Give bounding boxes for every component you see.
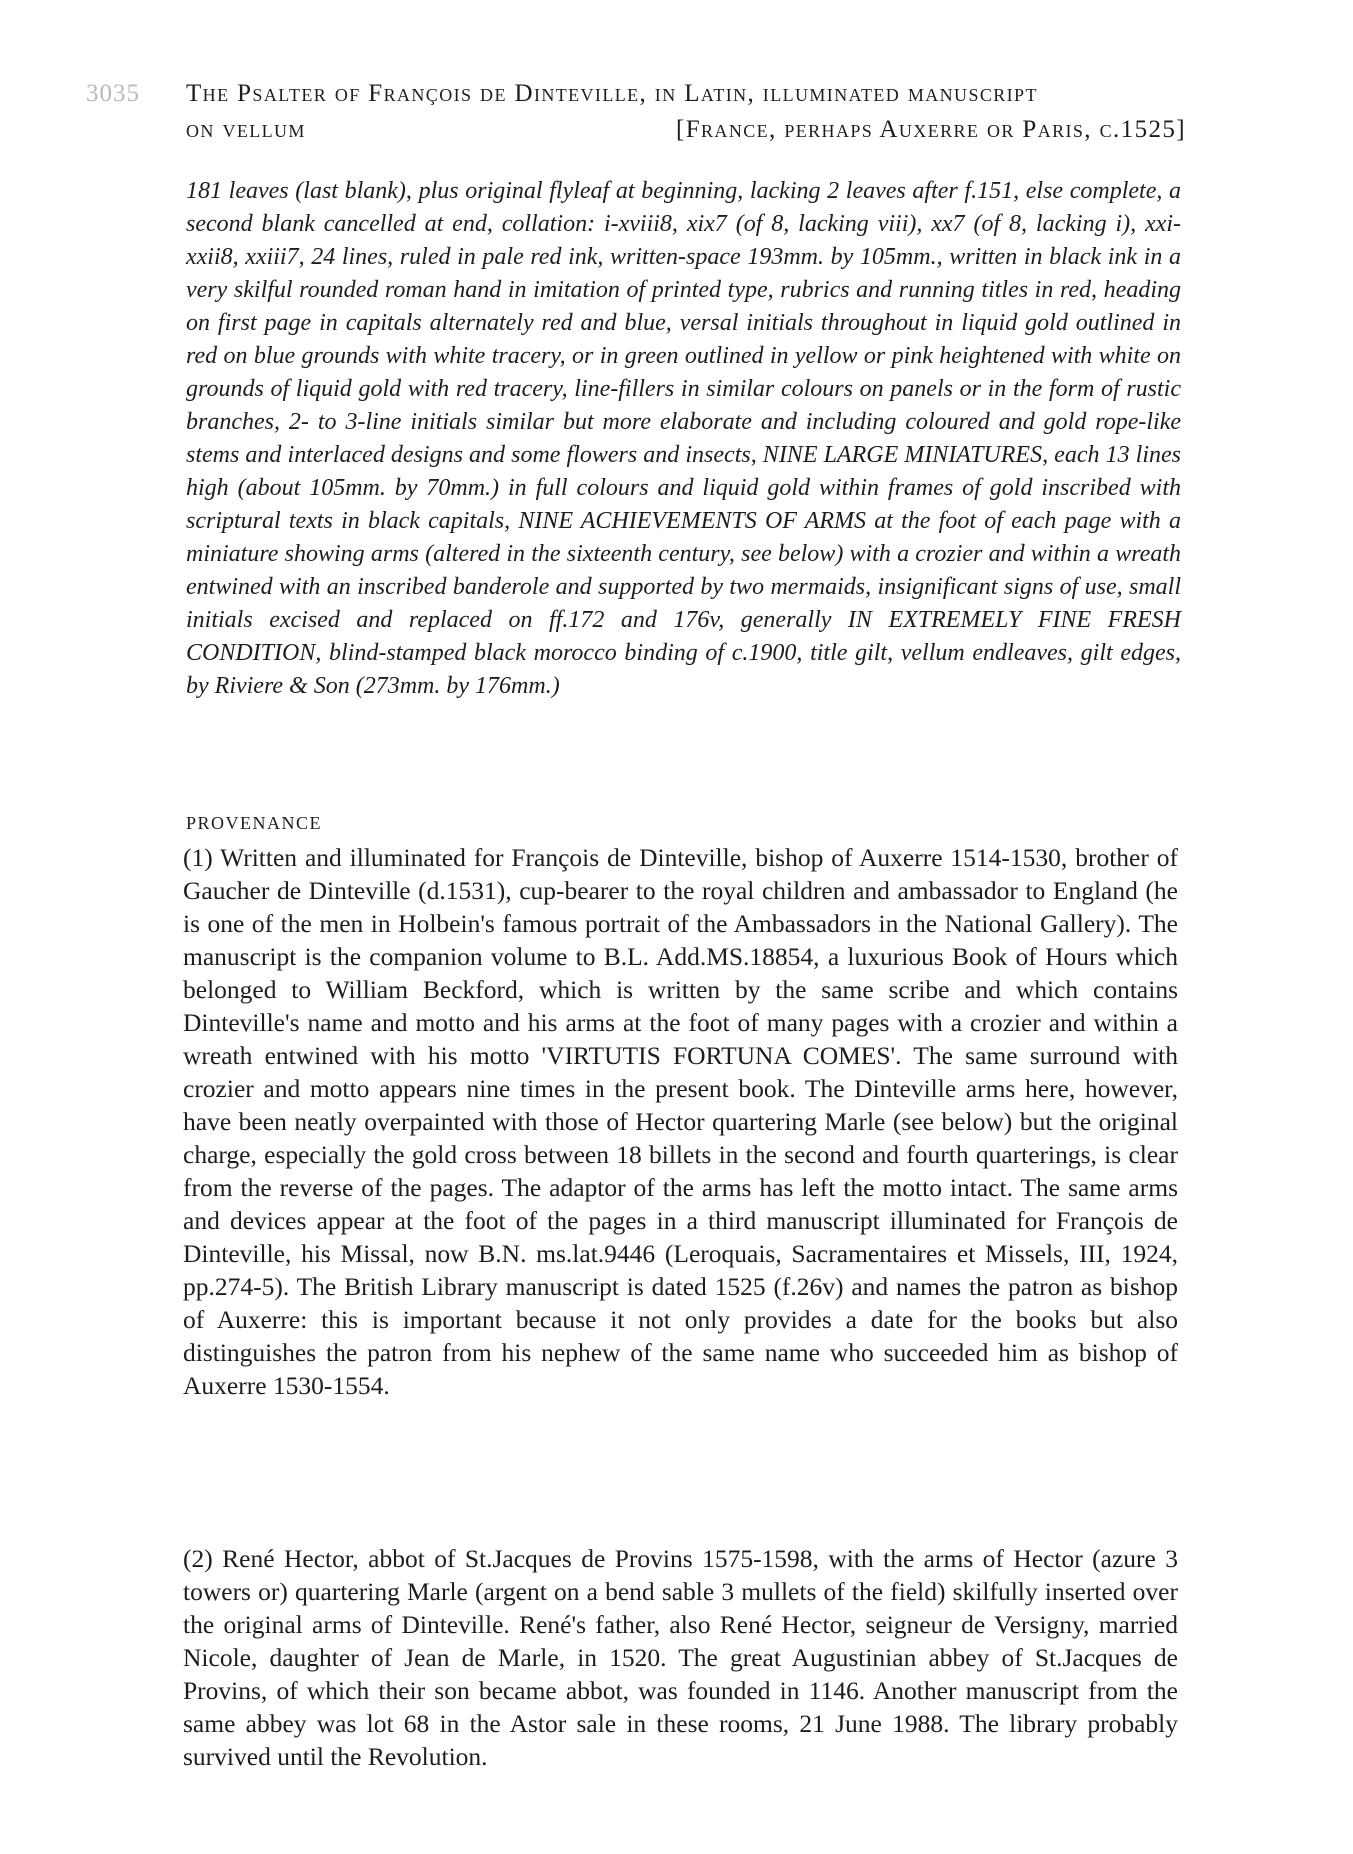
lot-title: The Psalter of François de Dinteville, in Latin, illuminated manuscript (186, 80, 1038, 107)
provenance-paragraph-1: (1) Written and illuminated for François de Dinteville, bishop of Auxerre 1514-1530, brother of Gaucher de Dinteville (d.1531), cup-bearer to the royal children and ambassador to England (he is one of the men in Holbein's famous portrait of the Ambassadors in the National Gallery). The manuscript is the companion volume to B.L. Add.MS.18854, a luxurious Book of Hours which belonged to William Beckford, which is written by the same scribe and which contains Dinteville's name and motto and his arms at the foot of many pages with a crozier and within a wreath entwined with his motto 'VIRTUTIS FORTUNA COMES'. The same surround with crozier and motto appears nine times in the present book. The Dinteville arms here, however, have been neatly overpainted with those of Hector quartering Marle (see below) but the original charge, especially the gold cross between 18 billets in the second and fourth quarterings, is clear from the reverse of the pages. The adaptor of the arms has left the motto intact. The same arms and devices appear at the foot of the pages in a third manuscript illuminated for François de Dinteville, his Missal, now B.N. ms.lat.9446 (Leroquais, Sacramentaires et Missels, III, 1924, pp.274-5). The British Library manuscript is dated 1525 (f.26v) and names the patron as bishop of Auxerre: this is important because it not only provides a date for the books but also distinguishes the patron from his nephew of the same name who succeeded him as bishop of Auxerre 1530-1554. (183, 843, 1178, 1400)
physical-description (186, 175, 1181, 703)
provenance-paragraph-2: (2) René Hector, abbot of St.Jacques de Provins 1575-1598, with the arms of Hector (azure 3 towers or) quartering Marle (argent on a bend sable 3 mullets of the field) skilfully inserted over the original arms of Dinteville. René's father, also René Hector, seigneur de Versigny, married Nicole, daughter of Jean de Marle, in 1520. The great Augustinian abbey of St.Jacques de Provins, of which their son became abbot, was founded in 1146. Another manuscript from the same abbey was lot 68 in the Astor sale in these rooms, 21 June 1988. The library probably survived until the Revolution. (183, 1544, 1178, 1771)
lot-heading (186, 76, 1186, 148)
lot-title-continuation (186, 112, 1186, 148)
lot-number: 3035 (86, 80, 140, 107)
provenance-heading: PROVENANCE (186, 813, 323, 833)
lot-origin: [France, perhaps Auxerre or Paris, c.1525] (676, 116, 1186, 143)
lot-title-end: on vellum (186, 116, 306, 143)
description-text: 181 leaves (last blank), plus original flyleaf at beginning, lacking 2 leaves after f.151, else complete, a second blank cancelled at end, collation: i-xviii8, xix7 (of 8, lacking viii), xx7 (of 8, lacking i), xxi-xxii8, xxiii7, 24 lines, ruled in pale red ink, written-space 193mm. by 105mm., written in black ink in a very skilful rounded roman hand in imitation of printed type, rubrics and running titles in red, heading on first page in capitals alternately red and blue, versal initials throughout in liquid gold outlined in red on blue grounds with white tracery, or in green outlined in yellow or pink heightened with white on grounds of liquid gold with red tracery, line-fillers in similar colours on panels or in the form of rustic branches, 2- to 3-line initials similar but more elaborate and including coloured and gold rope-like stems and interlaced designs and some flowers and insects, NINE LARGE MINIATURES, each 13 lines high (about 105mm. by 70mm.) in full colours and liquid gold within frames of gold inscribed with scriptural texts in black capitals, NINE ACHIEVEMENTS OF ARMS at the foot of each page with a miniature showing arms (altered in the sixteenth century, see below) with a crozier and within a wreath entwined with an inscribed banderole and supported by two mermaids, insignificant signs of use, small initials excised and replaced on ff.172 and 176v, generally IN EXTREMELY FINE FRESH CONDITION, blind-stamped black morocco binding of c.1900, title gilt, vellum endleaves, gilt edges, by Riviere & Son (273mm. by 176mm.) (186, 178, 1181, 699)
